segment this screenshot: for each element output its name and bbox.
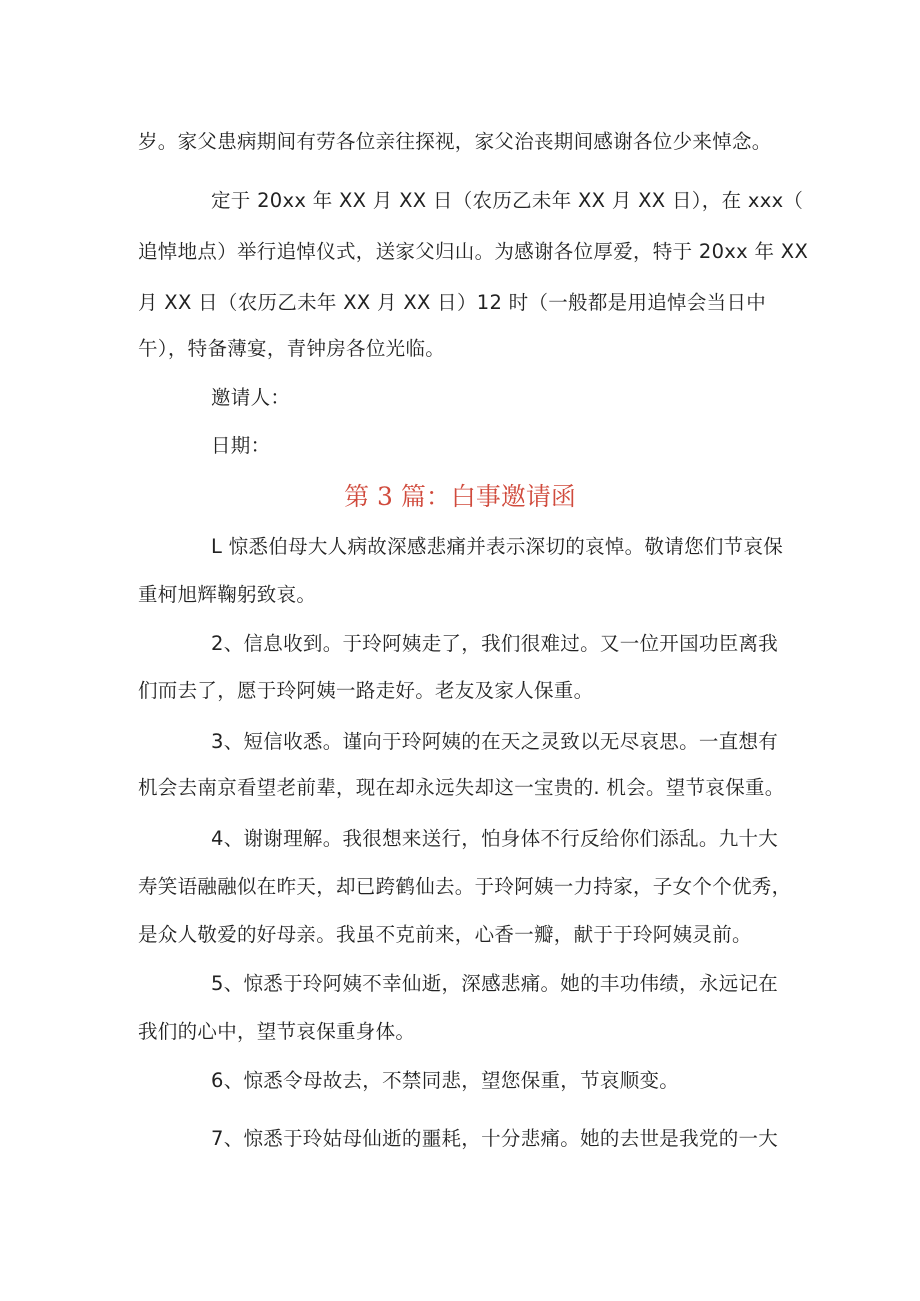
ceremony-paragraph-line-3: 月 XX 日（农历乙未年 XX 月 XX 日）12 时（一般都是用追悼会当日中 xyxy=(138,291,767,314)
message-5-line-1: 5、惊悉于玲阿姨不幸仙逝，深感悲痛。她的丰功伟绩，永远记在 xyxy=(211,972,779,995)
date-label: 日期： xyxy=(211,434,271,457)
message-4-line-2: 寿笑语融融似在昨天，却已跨鹤仙去。于玲阿姨一力持家，子女个个优秀， xyxy=(138,875,792,898)
message-6-line-1: 6、惊悉令母故去，不禁同悲，望您保重，节哀顺变。 xyxy=(211,1069,680,1092)
message-2-line-2: 们而去了，愿于玲阿姨一路走好。老友及家人保重。 xyxy=(138,679,594,702)
ceremony-paragraph-line-1: 定于 20xx 年 XX 月 XX 日（农历乙未年 XX 月 XX 日），在 xxx（ xyxy=(211,189,804,212)
ceremony-paragraph-line-4: 午），特备薄宴，青钟房各位光临。 xyxy=(138,337,446,360)
ceremony-paragraph-line-2: 追悼地点）举行追悼仪式，送家父归山。为感谢各位厚爱，特于 20xx 年 XX xyxy=(138,240,809,263)
message-4-line-1: 4、谢谢理解。我很想来送行，怕身体不行反给你们添乱。九十大 xyxy=(211,827,779,850)
message-3-line-1: 3、短信收悉。谨向于玲阿姨的在天之灵致以无尽哀思。一直想有 xyxy=(211,730,779,753)
message-1-line-2: 重柯旭辉鞠躬致哀。 xyxy=(138,583,317,606)
continued-paragraph-line: 岁。家父患病期间有劳各位亲往探视，家父治丧期间感谢各位少来悼念。 xyxy=(138,130,772,153)
message-1-line-1: L 惊悉伯母大人病故深感悲痛并表示深切的哀悼。敬请您们节哀保 xyxy=(211,535,784,558)
inviter-label: 邀请人： xyxy=(211,386,291,409)
section-title: 第 3 篇：白事邀请函 xyxy=(344,482,576,511)
message-4-line-3: 是众人敬爱的好母亲。我虽不克前来，心香一瓣，献于于玲阿姨灵前。 xyxy=(138,923,752,946)
message-5-line-2: 我们的心中，望节哀保重身体。 xyxy=(138,1020,416,1043)
message-2-line-1: 2、信息收到。于玲阿姨走了，我们很难过。又一位开国功臣离我 xyxy=(211,632,779,655)
message-7-line-1: 7、惊悉于玲姑母仙逝的噩耗，十分悲痛。她的去世是我党的一大 xyxy=(211,1127,779,1150)
message-3-line-2: 机会去南京看望老前辈，现在却永远失却这一宝贵的. 机会。望节哀保重。 xyxy=(138,776,785,799)
